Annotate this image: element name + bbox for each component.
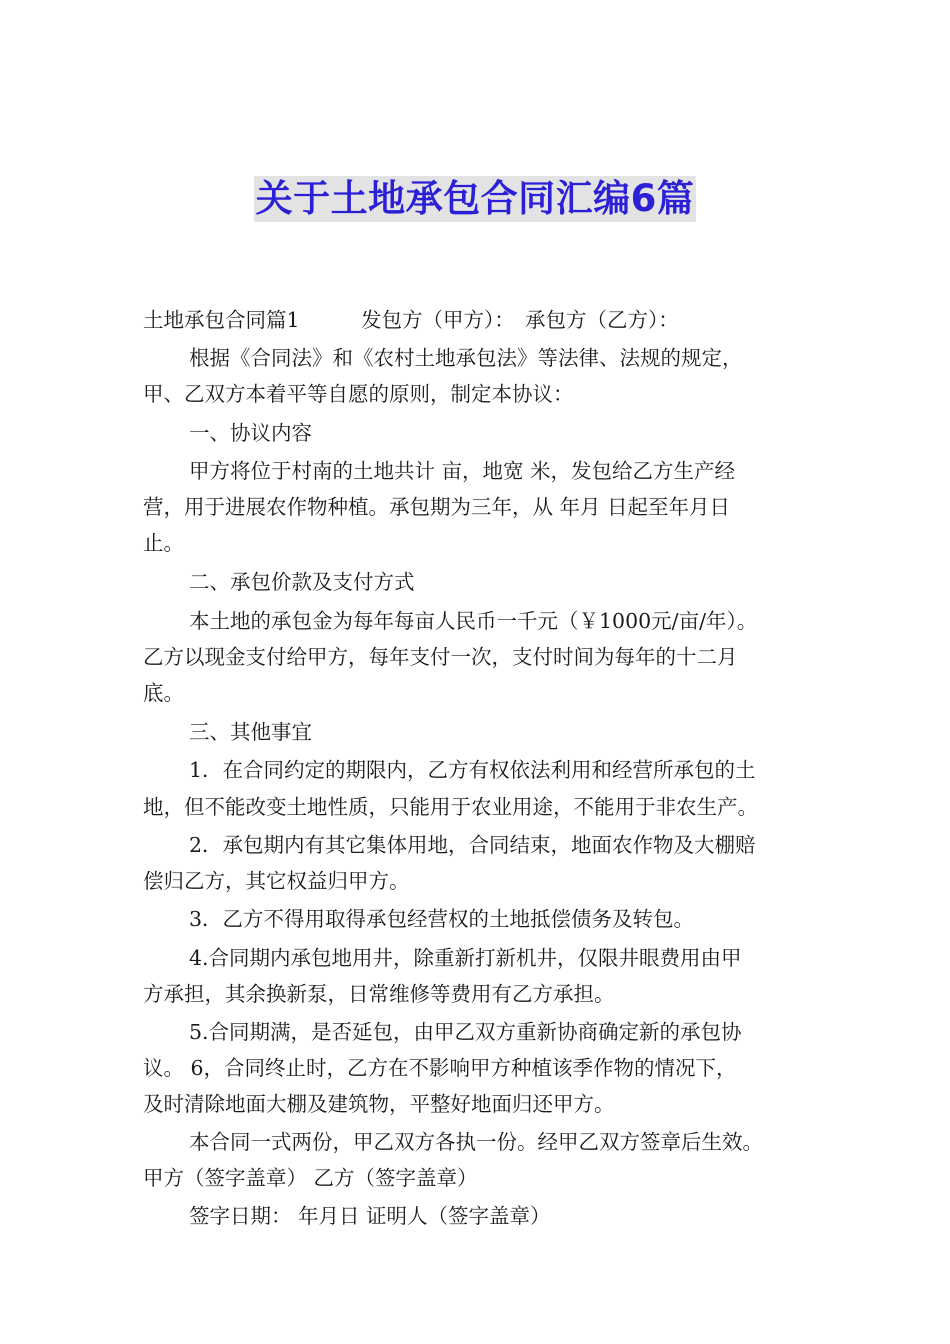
body-line: 甲方（签字盖章） 乙方（签字盖章） [143, 1166, 478, 1190]
body-line: 甲、乙双方本着平等自愿的原则，制定本协议： [143, 382, 574, 406]
body-line: 及时清除地面大棚及建筑物，平整好地面归还甲方。 [143, 1092, 615, 1116]
body-line: 一、协议内容 [189, 421, 312, 445]
body-line: 方承担，其余换新泵，日常维修等费用有乙方承担。 [143, 982, 615, 1006]
document-title: 关于土地承包合同汇编6篇 [255, 177, 695, 220]
body-line: 议。 6，合同终止时，乙方在不影响甲方种植该季作物的情况下， [143, 1056, 737, 1080]
body-line: 底。 [143, 681, 184, 705]
body-line: 本土地的承包金为每年每亩人民币一千元（￥1000元/亩/年）。 [189, 609, 758, 633]
body-line: 4.合同期内承包地用井，除重新打新机井，仅限井眼费用由甲 [189, 946, 742, 970]
title-container [0, 176, 950, 222]
body-line: 营，用于进展农作物种植。承包期为三年，从 年月 日起至年月日 [143, 495, 731, 519]
body-line: 土地承包合同篇1 发包方（甲方）： 承包方（乙方）： [143, 308, 679, 332]
body-line: 止。 [143, 531, 184, 555]
body-line: 二、承包价款及支付方式 [189, 570, 415, 594]
body-line: 甲方将位于村南的土地共计 亩，地宽 米，发包给乙方生产经 [189, 459, 736, 483]
body-line: 2．承包期内有其它集体用地，合同结束，地面农作物及大棚赔 [189, 833, 756, 857]
body-line: 1．在合同约定的期限内，乙方有权依法利用和经营所承包的土 [189, 758, 756, 782]
body-line: 偿归乙方，其它权益归甲方。 [143, 869, 410, 893]
body-line: 地，但不能改变土地性质，只能用于农业用途，不能用于非农生产。 [143, 795, 758, 819]
body-line: 3．乙方不得用取得承包经营权的土地抵偿债务及转包。 [189, 907, 695, 931]
body-line: 根据《合同法》和《农村土地承包法》等法律、法规的规定， [189, 346, 743, 370]
body-line: 5.合同期满，是否延包，由甲乙双方重新协商确定新的承包协 [189, 1020, 742, 1044]
body-line: 签字日期： 年月日 证明人（签字盖章） [189, 1204, 551, 1228]
body-line: 乙方以现金支付给甲方，每年支付一次，支付时间为每年的十二月 [143, 645, 738, 669]
body-line: 本合同一式两份，甲乙双方各执一份。经甲乙双方签章后生效。 [189, 1130, 763, 1154]
body-line: 三、其他事宜 [189, 720, 312, 744]
